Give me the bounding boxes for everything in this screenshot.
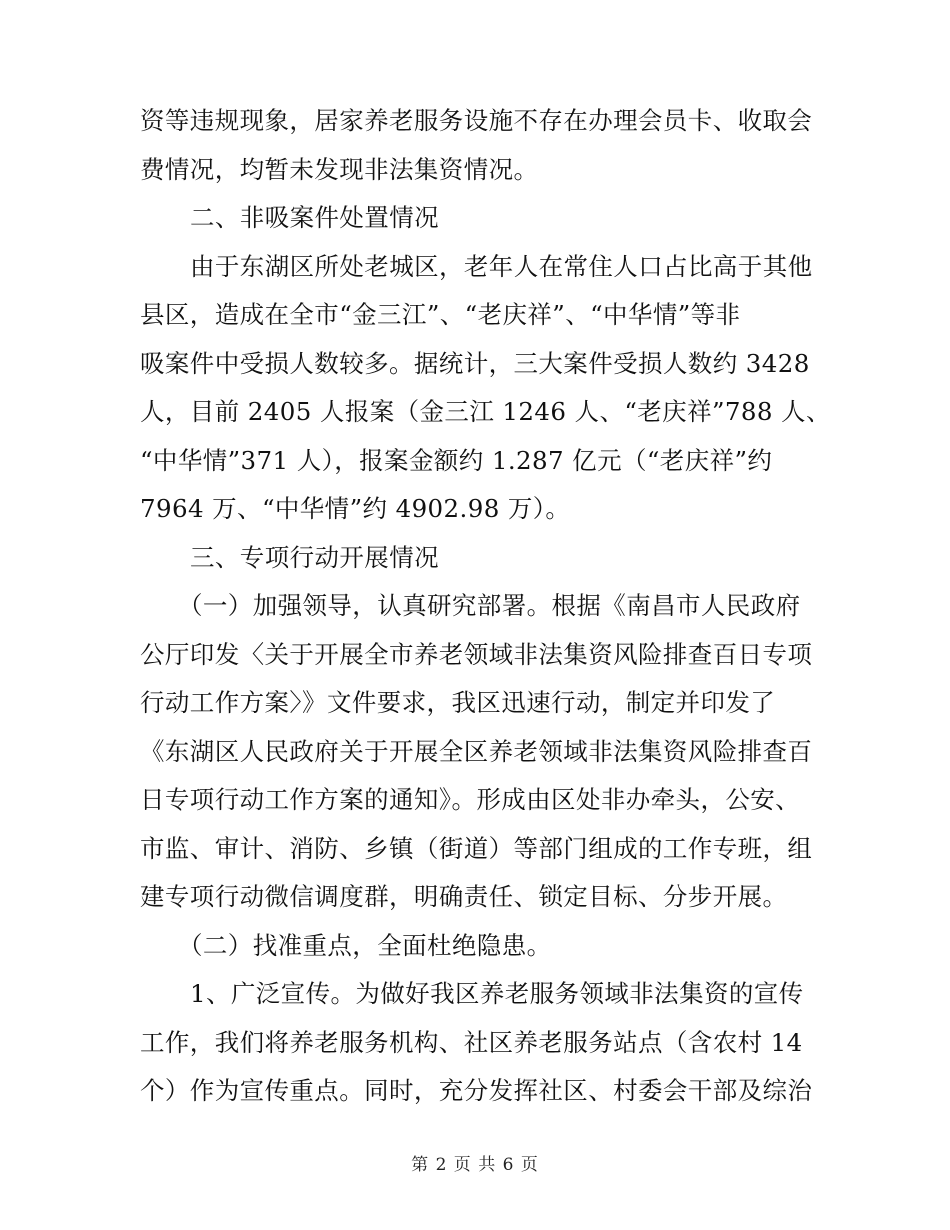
body-line: 费情况，均暂未发现非法集资情况。 [140, 155, 539, 184]
body-line: 市监、审计、消防、乡镇（街道）等部门组成的工作专班，组 [140, 834, 813, 863]
body-line: 日专项行动工作方案的通知》。形成由区处非办牵头，公安、 [140, 785, 801, 814]
body-line: 个）作为宣传重点。同时，充分发挥社区、村委会干部及综治 [140, 1076, 813, 1105]
body-line: 人，目前 2405 人报案（金三江 1246 人、“老庆祥”788 人、 [140, 397, 831, 426]
body-line: 《东湖区人民政府关于开展全区养老领域非法集资风险排查百 [140, 737, 813, 766]
body-line: 县区，造成在全市“金三江”、“老庆祥”、“中华情”等非 [140, 300, 741, 329]
subsection-heading-line: （一）加强领导，认真研究部署。根据《南昌市人民政府 [178, 591, 801, 620]
section-heading: 三、专项行动开展情况 [190, 543, 439, 572]
body-line: 建专项行动微信调度群，明确责任、锁定目标、分步开展。 [140, 882, 788, 911]
body-line: 1、广泛宣传。为做好我区养老服务领域非法集资的宣传 [190, 979, 804, 1008]
body-line: 公厅印发〈关于开展全市养老领域非法集资风险排查百日专项 [140, 640, 813, 669]
subsection-heading: （二）找准重点，全面杜绝隐患。 [178, 931, 552, 960]
body-line: “中华情”371 人），报案金额约 1.287 亿元（“老庆祥”约 [140, 446, 773, 475]
section-heading: 二、非吸案件处置情况 [190, 203, 439, 232]
body-line: 工作，我们将养老服务机构、社区养老服务站点（含农村 14 [140, 1028, 803, 1057]
body-line: 资等违规现象，居家养老服务设施不存在办理会员卡、收取会 [140, 106, 813, 135]
body-line: 吸案件中受损人数较多。据统计，三大案件受损人数约 3428 [140, 349, 810, 378]
body-line: 7964 万、“中华情”约 4902.98 万）。 [140, 494, 571, 523]
body-line: 由于东湖区所处老城区，老年人在常住人口占比高于其他 [190, 252, 813, 281]
body-line: 行动工作方案〉》文件要求，我区迅速行动，制定并印发了 [140, 688, 776, 717]
page-footer: 第 2 页 共 6 页 [411, 1155, 539, 1175]
